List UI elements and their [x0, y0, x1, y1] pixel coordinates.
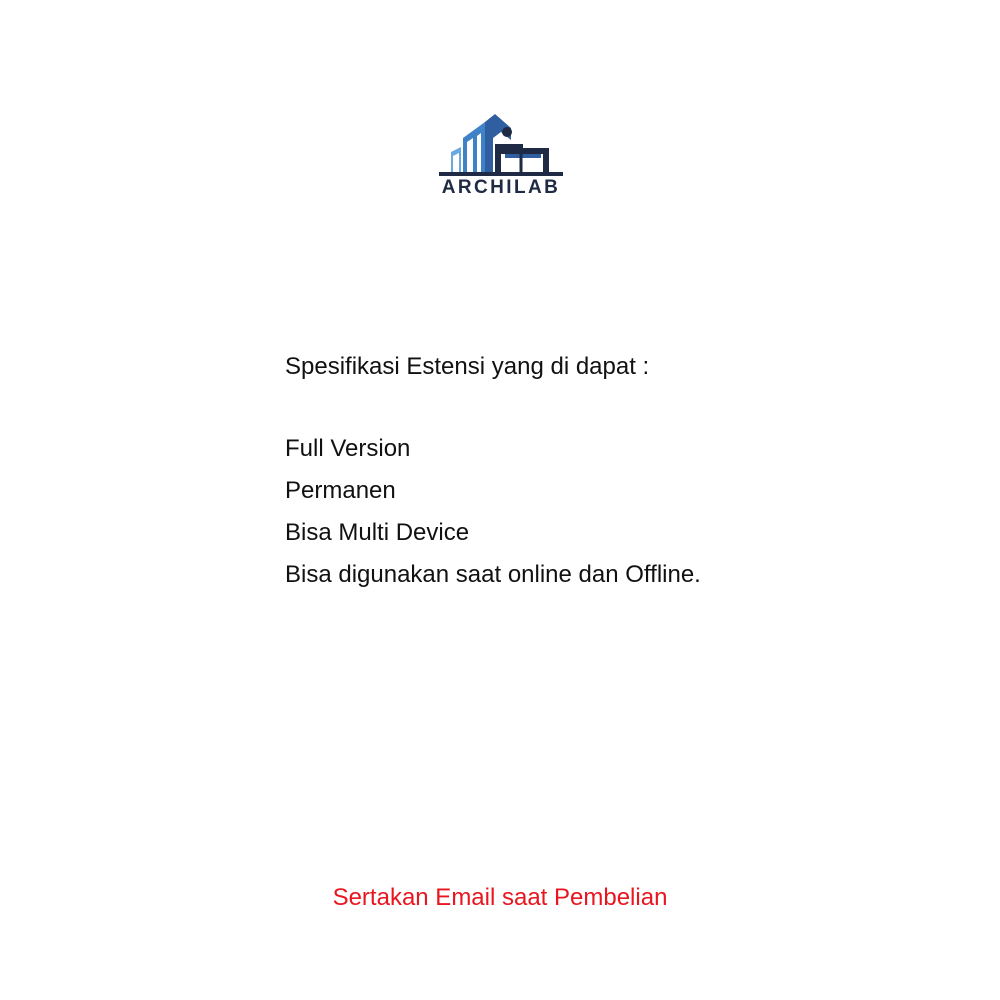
spec-item-permanen: Permanen: [285, 477, 396, 504]
brand-name: ARCHILAB: [441, 177, 561, 198]
archilab-logo: [437, 114, 565, 200]
spec-item-multi-device: Bisa Multi Device: [285, 519, 470, 546]
spec-list: [285, 432, 805, 600]
spec-item-online-offline: Bisa digunakan saat online dan Offline.: [285, 561, 701, 588]
building-logo-icon: [437, 114, 565, 178]
purchase-note: Sertakan Email saat Pembelian: [332, 884, 668, 911]
spec-section: [285, 350, 805, 600]
spec-item-full-version: Full Version: [285, 435, 411, 462]
spec-heading: Spesifikasi Estensi yang di dapat :: [285, 353, 650, 380]
